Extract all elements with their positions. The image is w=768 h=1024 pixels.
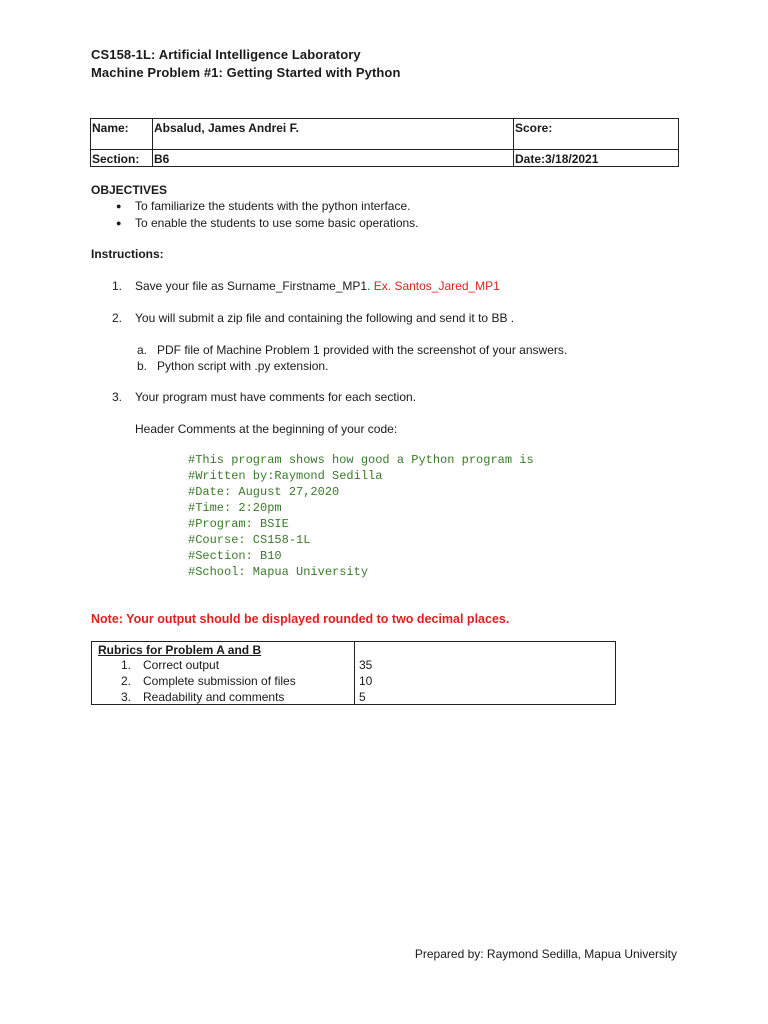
code-line: #Program: BSIE xyxy=(188,517,289,531)
rubric-score: 35 xyxy=(359,658,373,672)
rubric-score: 10 xyxy=(359,674,373,688)
bullet-icon: ● xyxy=(116,201,122,211)
code-line: #School: Mapua University xyxy=(188,565,369,579)
subitem-letter: b. xyxy=(137,359,148,373)
code-line: #Course: CS158-1L xyxy=(188,533,311,547)
instruction-number: 1. xyxy=(112,279,123,293)
student-info-table xyxy=(90,118,679,167)
date-label: Date:3/18/2021 xyxy=(515,152,599,166)
subitem-text: PDF file of Machine Problem 1 provided with the screenshot of your answers. xyxy=(157,343,568,357)
section-label: Section: xyxy=(92,152,140,166)
rubric-score: 5 xyxy=(359,690,366,704)
instruction-item: You will submit a zip file and containing the following and send it to BB . xyxy=(135,311,515,325)
instruction-item xyxy=(135,279,500,293)
header-comments-intro: Header Comments at the beginning of your code: xyxy=(135,422,398,436)
objectives-heading: OBJECTIVES xyxy=(91,183,168,197)
table-divider xyxy=(152,119,153,166)
instruction-text: Save your file as Surname_Firstname_MP1. xyxy=(135,279,371,293)
bullet-icon: ● xyxy=(116,218,122,228)
rubric-number: 2. xyxy=(121,674,132,688)
table-divider xyxy=(91,149,678,150)
instruction-number: 2. xyxy=(112,311,123,325)
rubric-heading: Rubrics for Problem A and B xyxy=(98,643,262,657)
course-title: CS158-1L: Artificial Intelligence Laboratory xyxy=(91,47,361,62)
instruction-item: Your program must have comments for each section. xyxy=(135,390,417,404)
table-divider xyxy=(513,119,514,166)
code-line: #This program shows how good a Python program is xyxy=(188,453,534,467)
rubric-label: Complete submission of files xyxy=(143,674,296,688)
instructions-heading: Instructions: xyxy=(91,247,164,261)
rubric-label: Readability and comments xyxy=(143,690,285,704)
score-label: Score: xyxy=(515,121,553,135)
table-divider xyxy=(354,642,355,704)
subitem-letter: a. xyxy=(137,343,148,357)
section-value: B6 xyxy=(154,152,170,166)
code-line: #Date: August 27,2020 xyxy=(188,485,340,499)
rounding-note: Note: Your output should be displayed rounded to two decimal places. xyxy=(91,612,510,626)
rubric-number: 3. xyxy=(121,690,132,704)
name-value: Absalud, James Andrei F. xyxy=(154,121,299,135)
problem-title: Machine Problem #1: Getting Started with Python xyxy=(91,65,401,80)
code-line: #Written by:Raymond Sedilla xyxy=(188,469,383,483)
code-line: #Time: 2:20pm xyxy=(188,501,282,515)
instruction-number: 3. xyxy=(112,390,123,404)
rubric-number: 1. xyxy=(121,658,132,672)
prepared-by-footer: Prepared by: Raymond Sedilla, Mapua University xyxy=(414,947,677,961)
objective-item: To familiarize the students with the python interface. xyxy=(135,199,411,213)
rubric-table xyxy=(91,641,616,705)
subitem-text: Python script with .py extension. xyxy=(157,359,329,373)
code-line: #Section: B10 xyxy=(188,549,282,563)
rubric-label: Correct output xyxy=(143,658,220,672)
objective-item: To enable the students to use some basic operations. xyxy=(135,216,419,230)
filename-example: Ex. Santos_Jared_MP1 xyxy=(370,279,500,293)
name-label: Name: xyxy=(92,121,129,135)
